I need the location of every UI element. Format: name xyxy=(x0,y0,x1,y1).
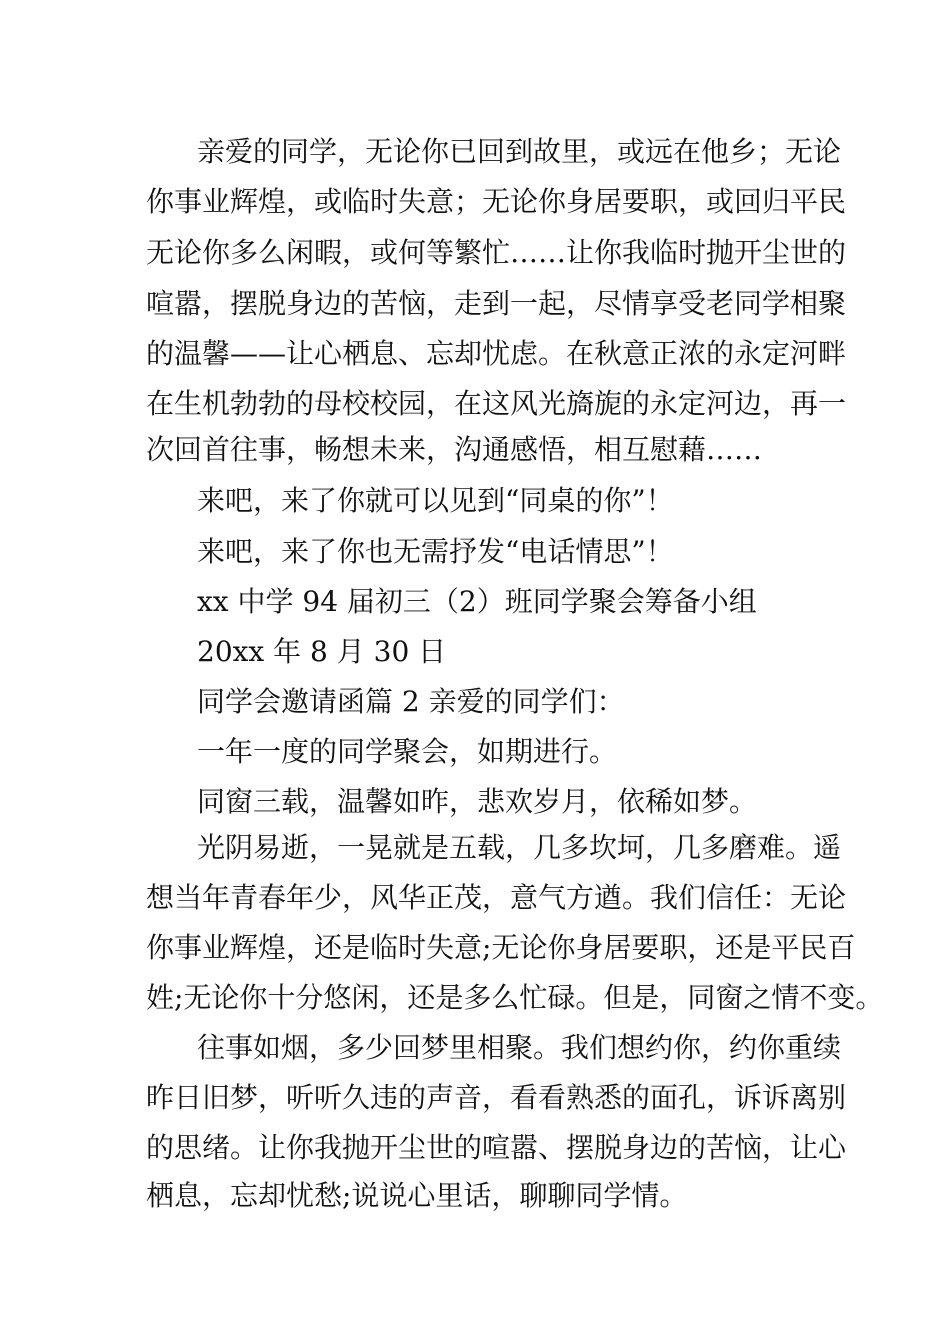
paragraph-3-line-4: 栖息，忘却忧愁;说说心里话，聊聊同学情。 xyxy=(146,1179,688,1212)
come-line-1: 来吧，来了你就可以见到“同桌的你”！ xyxy=(197,484,674,517)
paragraph-2-line-3: 你事业辉煌，还是临时失意;无论你身居要职，还是平民百 xyxy=(146,931,856,964)
paragraph-1-line-2: 你事业辉煌，或临时失意；无论你身居要职，或回归平民 xyxy=(146,185,847,218)
date: 20xx 年 8 月 30 日 xyxy=(197,635,447,668)
paragraph-2-line-1: 光阴易逝，一晃就是五载，几多坎坷，几多磨难。遥 xyxy=(197,831,842,864)
come-line-2: 来吧，来了你也无需抒发“电话情思”！ xyxy=(197,535,674,568)
signature: xx 中学 94 届初三（2）班同学聚会筹备小组 xyxy=(197,585,757,618)
paragraph-3-line-2: 昨日旧梦，听听久违的声音，看看熟悉的面孔，诉诉离别 xyxy=(146,1081,847,1114)
window-years-line: 同窗三载，温馨如昨，悲欢岁月，依稀如梦。 xyxy=(197,785,758,818)
paragraph-3-line-3: 的思绪。让你我抛开尘世的喧嚣、摆脱身边的苦恼，让心 xyxy=(146,1131,847,1164)
paragraph-3-line-1: 往事如烟，多少回梦里相聚。我们想约你，约你重续 xyxy=(197,1031,842,1064)
paragraph-1-line-6: 在生机勃勃的母校校园，在这风光旖旎的永定河边，再一 xyxy=(146,387,847,420)
heading-2: 同学会邀请函篇 2 亲爱的同学们： xyxy=(197,685,625,718)
paragraph-1-line-3: 无论你多么闲暇，或何等繁忙……让你我临时抛开尘世的 xyxy=(146,236,847,269)
paragraph-2-line-4: 姓;无论你十分悠闲，还是多么忙碌。但是，同窗之情不变。 xyxy=(146,981,884,1014)
annual-gathering-line: 一年一度的同学聚会，如期进行。 xyxy=(197,735,618,768)
paragraph-1-line-5: 的温馨——让心栖息、忘却忧虑。在秋意正浓的永定河畔 xyxy=(146,337,847,370)
paragraph-1-line-7: 次回首往事，畅想未来，沟通感悟，相互慰藉…… xyxy=(146,433,763,466)
paragraph-1-line-1: 亲爱的同学，无论你已回到故里，或远在他乡；无论 xyxy=(197,135,842,168)
paragraph-1-line-4: 喧嚣，摆脱身边的苦恼，走到一起，尽情享受老同学相聚 xyxy=(146,287,847,320)
paragraph-2-line-2: 想当年青春年少，风华正茂，意气方遒。我们信任：无论 xyxy=(146,881,847,914)
